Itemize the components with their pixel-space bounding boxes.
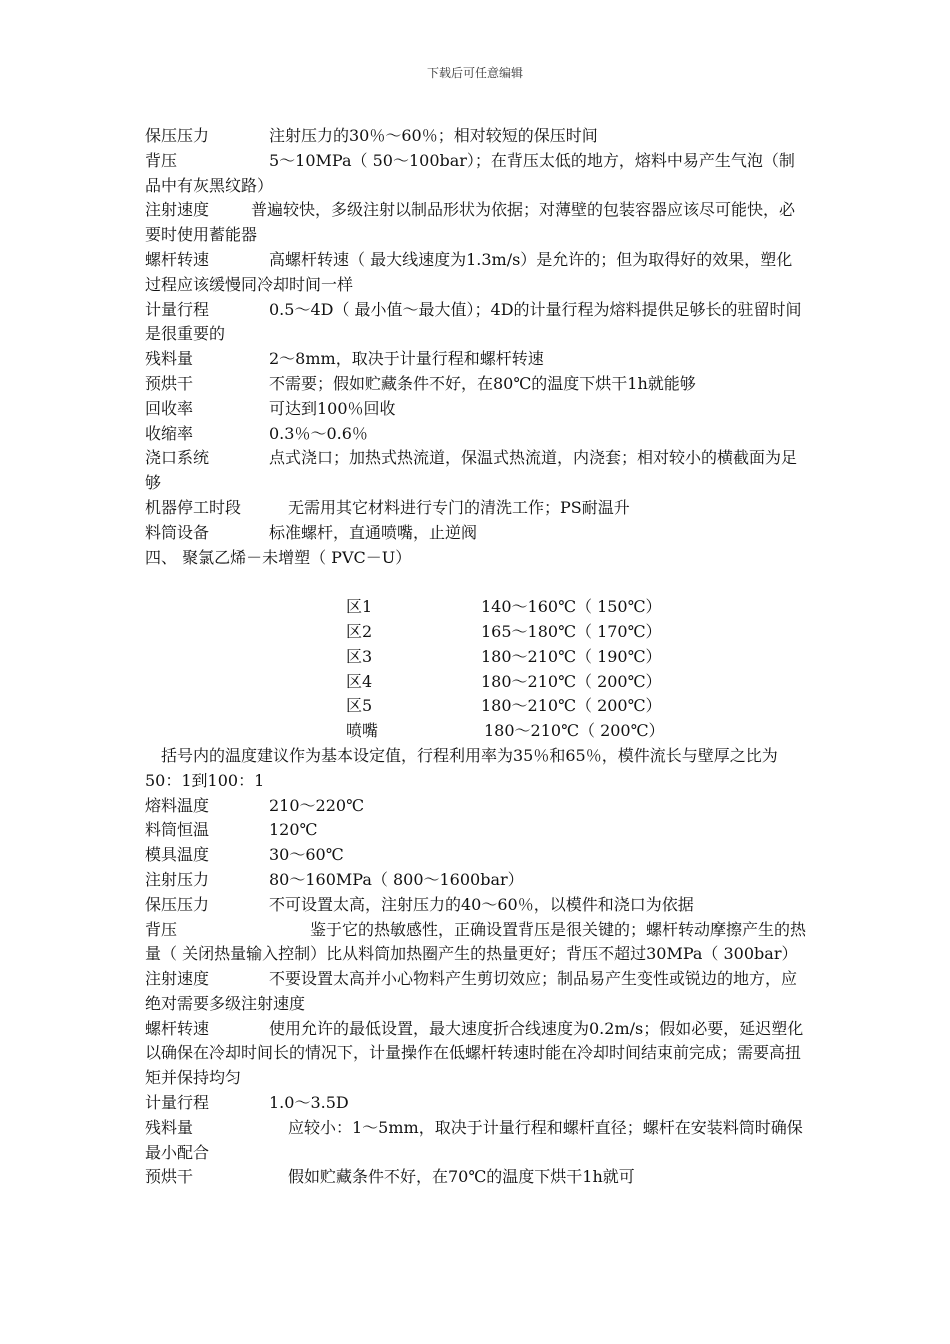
property-label: 保压压力 xyxy=(145,126,210,145)
zone-name: 区2 xyxy=(346,621,373,641)
property-value: 高螺杆转速（ 最大线速度为1.3m/s）是允许的；但为取得好的效果，塑化过程应该缓慢同冷却时间一样 xyxy=(145,249,793,294)
property-row xyxy=(145,843,807,868)
property-row xyxy=(145,1116,807,1166)
zone-row xyxy=(346,719,807,744)
zone-row xyxy=(346,620,807,645)
property-value: 80～160MPa（ 800～1600bar） xyxy=(269,869,524,889)
property-value: 鉴于它的热敏感性，正确设置背压是很关键的；螺杆转动摩擦产生的热量（ 关闭热量输入控制）比从料筒加热圈产生的热量更好；背压不超过30MPa（ 300bar） xyxy=(145,919,807,964)
property-value: 不需要；假如贮藏条件不好，在80℃的温度下烘干1h就能够 xyxy=(269,373,696,393)
property-row xyxy=(145,397,807,422)
zone-value: 140～160℃（ 150℃） xyxy=(481,597,662,617)
property-row xyxy=(145,248,807,298)
property-value: 120℃ xyxy=(269,820,318,840)
property-label: 预烘干 xyxy=(145,373,194,393)
property-label: 注射压力 xyxy=(145,869,210,889)
properties-list-pvc xyxy=(145,794,807,1191)
zone-value: 180～210℃（ 200℃） xyxy=(481,671,662,691)
property-row xyxy=(145,149,807,199)
property-row xyxy=(145,446,807,496)
zone-value: 180～210℃（ 200℃） xyxy=(481,696,662,716)
property-label: 回收率 xyxy=(145,398,194,418)
zone-name: 区5 xyxy=(346,696,373,716)
property-row xyxy=(145,298,807,348)
property-value: 可达到100％回收 xyxy=(269,398,396,418)
property-label: 残料量 xyxy=(145,349,194,369)
property-value: 假如贮藏条件不好，在70℃的温度下烘干1h就可 xyxy=(288,1167,635,1187)
property-label: 保压压力 xyxy=(145,894,210,914)
zone-row xyxy=(346,694,807,719)
zone-name: 区3 xyxy=(346,646,373,666)
zone-value: 180～210℃（ 200℃） xyxy=(484,721,665,741)
property-label: 残料量 xyxy=(145,1117,194,1137)
property-row xyxy=(145,818,807,843)
property-value: 标准螺杆，直通喷嘴，止逆阀 xyxy=(269,522,478,542)
property-row xyxy=(145,794,807,819)
property-value: 普遍较快，多级注射以制品形状为依据；对薄壁的包装容器应该尽可能快，必要时使用蓄能器 xyxy=(145,200,796,245)
property-value: 不要设置太高并小心物料产生剪切效应；制品易产生变性或锐边的地方，应绝对需要多级注射速度 xyxy=(145,969,798,1013)
property-row xyxy=(145,893,807,918)
property-label: 料筒设备 xyxy=(145,522,210,542)
property-value: 210～220℃ xyxy=(269,795,364,815)
zone-row xyxy=(346,595,807,620)
property-value: 1.0～3.5D xyxy=(269,1093,349,1113)
property-row xyxy=(145,347,807,372)
property-label: 注射速度 xyxy=(145,969,210,989)
property-row xyxy=(145,198,807,248)
property-label: 计量行程 xyxy=(145,1093,210,1113)
temperature-note: 括号内的温度建议作为基本设定值，行程利用率为35％和65％，模件流长与壁厚之比为50：1到100：1 xyxy=(145,745,778,790)
property-row xyxy=(145,372,807,397)
property-row xyxy=(145,967,807,1017)
property-value: 使用允许的最低设置，最大速度折合线速度为0.2m/s；假如必要，延迟塑化以确保在冷却时间长的情况下，计量操作在低螺杆转速时能在冷却时间结束前完成；需要高扭矩并保持均匀 xyxy=(145,1018,804,1088)
property-label: 预烘干 xyxy=(145,1167,194,1187)
page-header: 下载后可任意编辑 xyxy=(426,66,523,80)
property-label: 机器停工时段 xyxy=(145,497,242,517)
property-label: 背压 xyxy=(145,919,178,939)
property-row xyxy=(145,1091,807,1116)
property-row xyxy=(145,496,807,521)
zone-name: 区4 xyxy=(346,671,373,691)
barrel-temperature-block xyxy=(145,570,807,744)
property-value: 点式浇口；加热式热流道，保温式热流道，内浇套；相对较小的横截面为足够 xyxy=(145,448,798,493)
property-label: 背压 xyxy=(145,150,178,170)
property-row xyxy=(145,124,807,149)
property-label: 熔料温度 xyxy=(145,795,210,815)
zone-name: 区1 xyxy=(346,597,373,617)
property-row xyxy=(145,1017,807,1091)
property-value: 5～10MPa（ 50～100bar）；在背压太低的地方，熔料中易产生气泡（制品中有灰黑纹路） xyxy=(145,150,795,195)
property-label: 料筒恒温 xyxy=(145,820,210,840)
property-label: 收缩率 xyxy=(145,423,194,443)
property-label: 螺杆转速 xyxy=(145,249,210,269)
property-value: 0.5～4D（ 最小值～最大值）；4D的计量行程为熔料提供足够长的驻留时间是很重要的 xyxy=(145,299,802,344)
property-row xyxy=(145,422,807,447)
property-row xyxy=(145,868,807,893)
zone-row xyxy=(346,645,807,670)
zone-name: 喷嘴 xyxy=(346,721,379,741)
property-label: 计量行程 xyxy=(145,299,210,319)
property-value: 应较小：1～5mm，取决于计量行程和螺杆直径；螺杆在安装料筒时确保最小配合 xyxy=(145,1117,803,1162)
property-value: 注射压力的30％～60％；相对较短的保压时间 xyxy=(269,126,598,145)
zone-value: 165～180℃（ 170℃） xyxy=(481,621,662,641)
property-label: 浇口系统 xyxy=(145,448,210,468)
property-row xyxy=(145,918,807,968)
property-value: 无需用其它材料进行专门的清洗工作；PS耐温升 xyxy=(288,497,630,517)
property-row xyxy=(145,1165,807,1190)
property-value: 不可设置太高，注射压力的40～60％，以模件和浇口为依据 xyxy=(269,894,694,914)
property-value: 0.3％～0.6％ xyxy=(269,423,368,443)
zone-row xyxy=(346,670,807,695)
property-label: 螺杆转速 xyxy=(145,1018,210,1038)
section-title: 四、 聚氯乙烯－未增塑（ PVC－U） xyxy=(145,547,412,567)
document-body xyxy=(145,124,807,1190)
property-value: 30～60℃ xyxy=(269,845,344,865)
property-label: 注射速度 xyxy=(145,200,210,220)
property-label: 模具温度 xyxy=(145,845,210,865)
zone-value: 180～210℃（ 190℃） xyxy=(481,646,662,666)
zone-list xyxy=(145,595,807,744)
property-row xyxy=(145,521,807,546)
properties-list-ps xyxy=(145,124,807,546)
property-value: 2～8mm，取决于计量行程和螺杆转速 xyxy=(269,349,544,369)
